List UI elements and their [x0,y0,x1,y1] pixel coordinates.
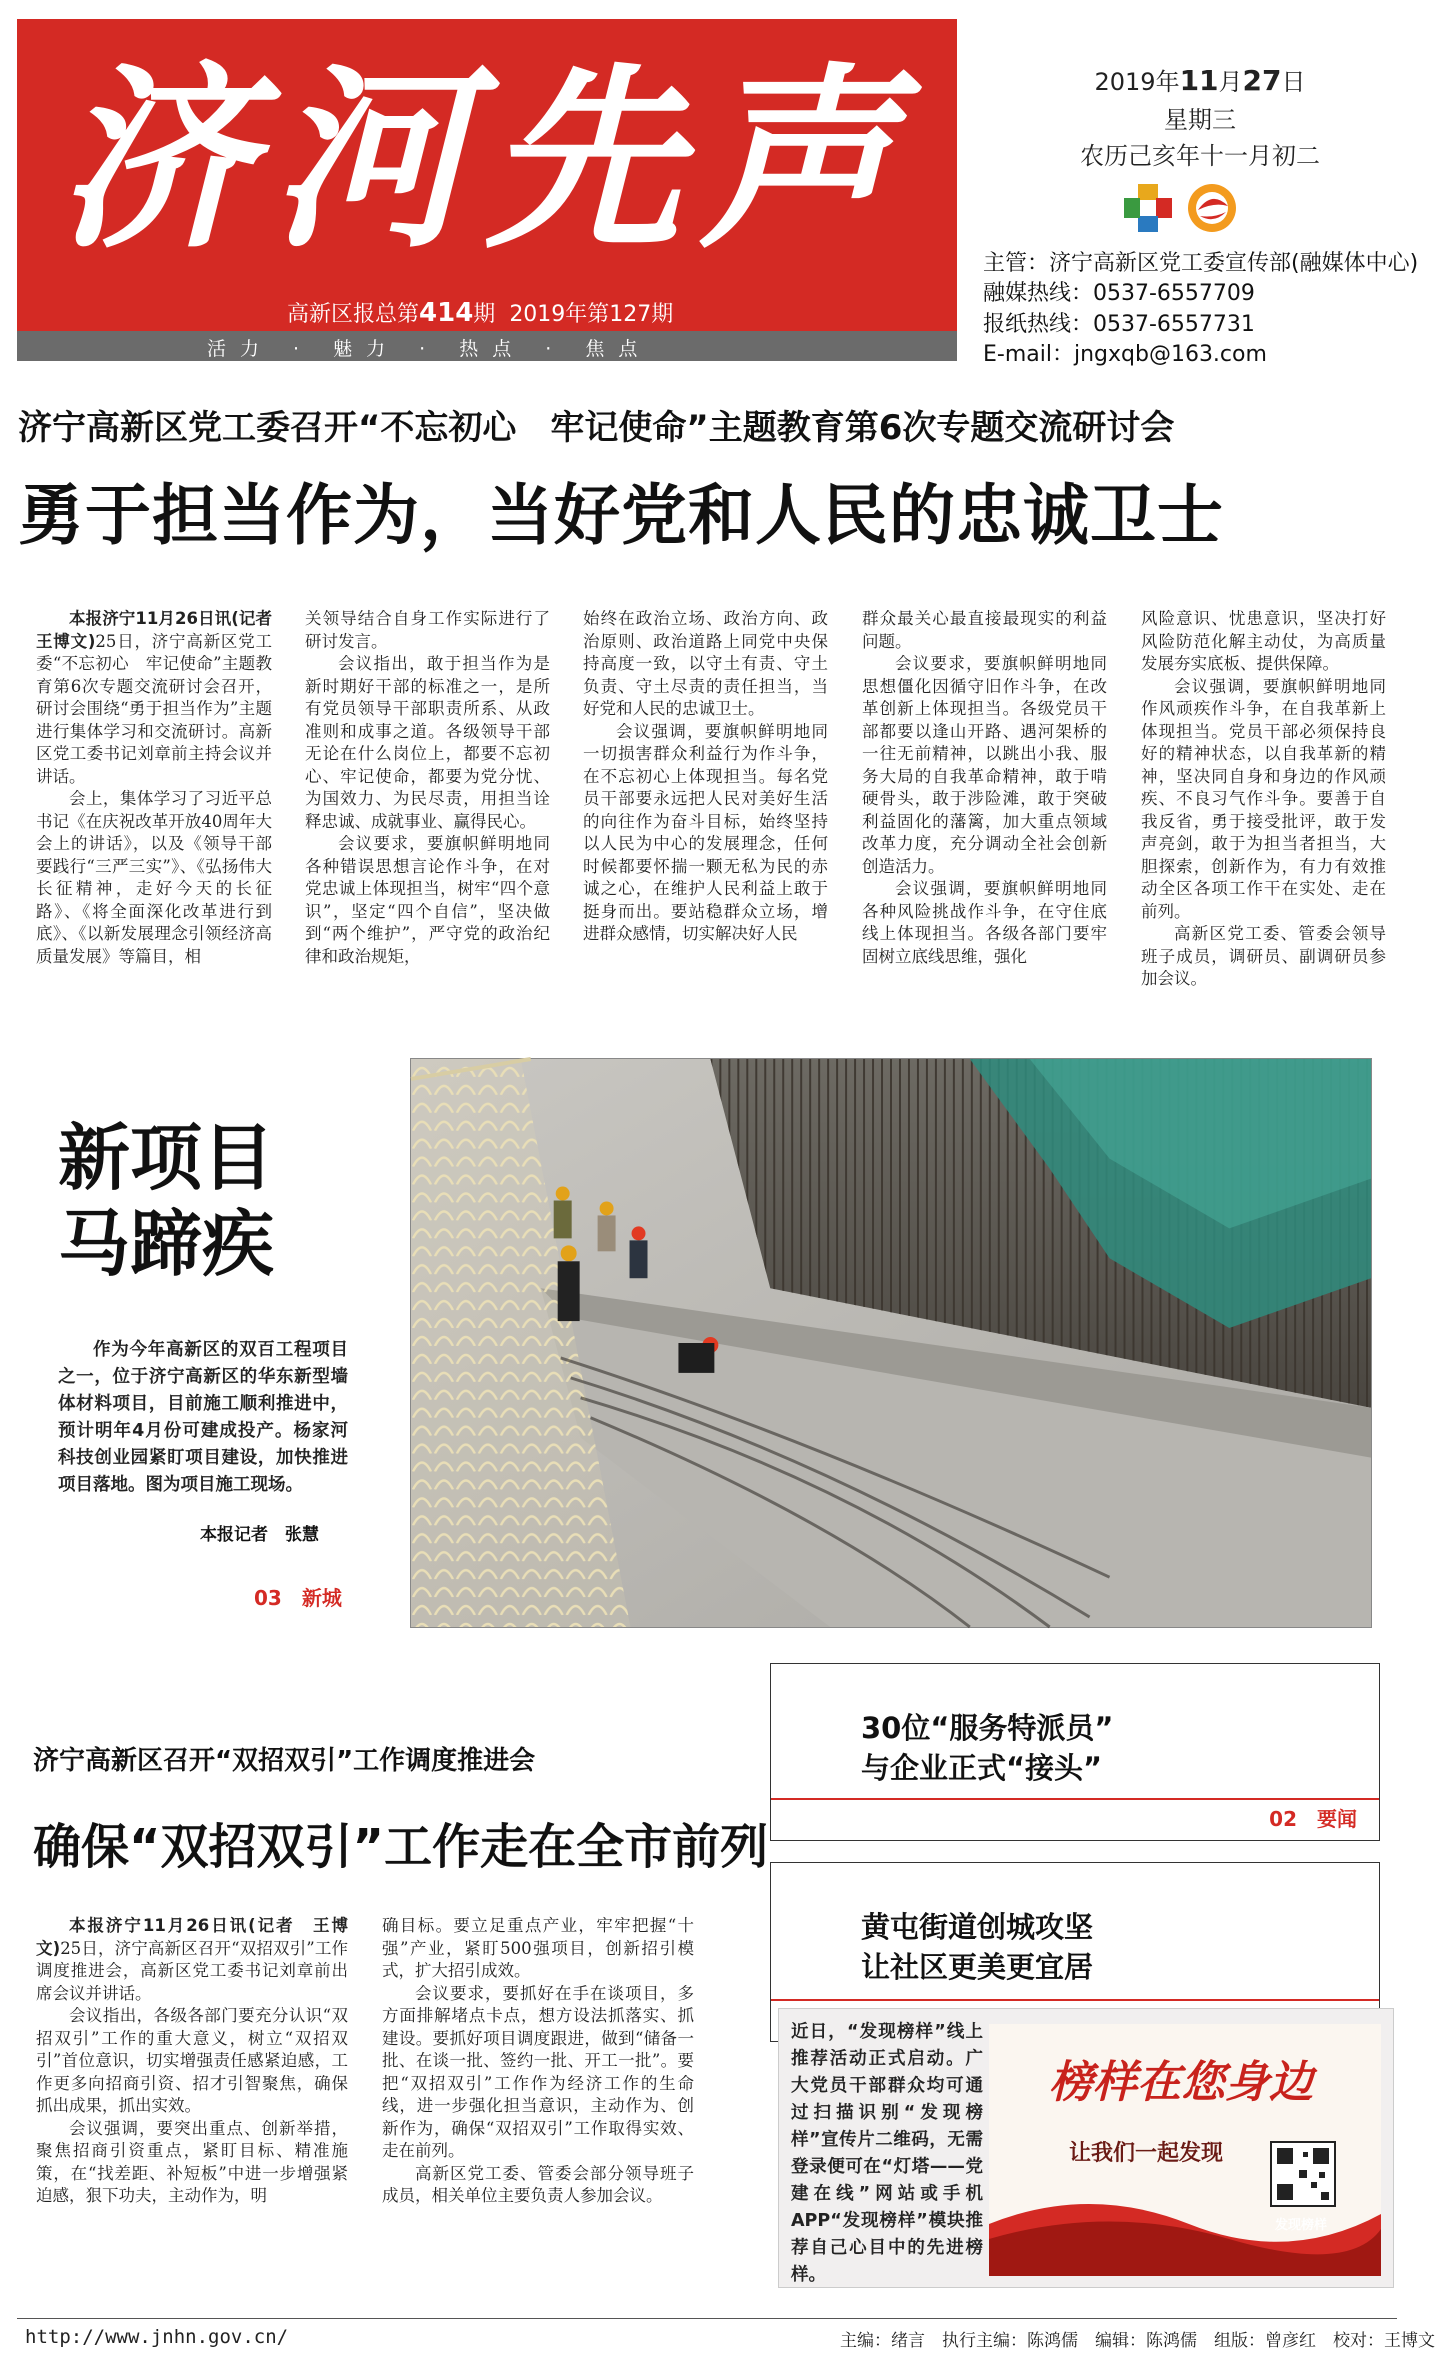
lead-story-kicker: 济宁高新区党工委召开“不忘初心 牢记使命”主题教育第6次专题交流研讨会 [18,408,1175,448]
role-model-poster[interactable] [989,2024,1381,2276]
footer-divider [17,2318,1397,2319]
lead-story-paragraph: 会上，集体学习了习近平总书记《在庆祝改革开放40周年大会上的讲话》，以及《领导干部要践行“三严三实”》、《弘扬伟大长征精神，走好今天的长征路》、《将全面深化改革进行到底》、《以新发展理念引领经济高质量发展》等篇目，相 [36,789,272,966]
lead-story-paragraph: 25日，济宁高新区党工委“不忘初心 牢记使命”主题教育第6次专题交流研讨会召开，研讨会围绕“勇于担当作为”主题进行集体学习和交流研讨。高新区党工委书记刘章前主持会议并讲话。 [36,631,272,786]
news-hotline: 报纸热线：0537-6557731 [983,312,1255,337]
date-year: 2019年 [1094,68,1180,96]
second-story-paragraph: 25日，济宁高新区召开“双招双引”工作调度推进会，高新区党工委书记刘章前出席会议并讲话。 [36,1938,348,2003]
sponsor-info: 主管：济宁高新区党工委宣传部(融媒体中心) [983,251,1419,276]
issue-prefix: 高新区报总第 [287,302,420,327]
issue-total: 414 [419,298,474,328]
promo-box [778,2008,1394,2288]
lead-story-paragraph: 会议强调，要旗帜鲜明地同一切损害群众利益行为作斗争，在不忘初心上体现担当。每名党员干部要永远把人民对美好生活的向往作为奋斗目标，始终坚持以人民为中心的发展理念，任何时候都要怀揣一颗无私为民的赤诚之心，在维护人民利益上敢于挺身而出。要站稳群众立场，增进群众感情，切实解决好人民 [583,721,828,943]
media-center-logo-icon [1184,180,1240,236]
second-story-column-2 [382,1915,694,2235]
photo-feature-title-line-1: 新项目 [58,1116,275,1200]
date-day: 27 [1242,64,1282,97]
lead-story-paragraph: 风险意识、忧患意识，坚决打好风险防范化解主动仗，为高质量发展夯实底板、提供保障。 [1141,609,1386,673]
second-story-headline: 确保“双招双引”工作走在全市前列 [33,1819,769,1875]
teaser-page-ref[interactable]: 02 要闻 [1269,1807,1357,1831]
photo-feature-title-line-2: 马蹄疾 [58,1202,275,1286]
lead-story-paragraph: 会议要求，要旗帜鲜明地同各种错误思想言论作斗争，在对党忠诚上体现担当，树牢“四个意识”，坚定“四个自信”，坚决做到“两个维护”，严守党的政治纪律和政治规矩， [305,834,550,966]
teaser-divider [771,1999,1379,2001]
second-story-paragraph: 确目标。要立足重点产业，牢牢把握“十强”产业，紧盯500强项目，创新招引模式，扩大招引成效。 [382,1916,694,1980]
photo-feature-title [58,1115,388,1287]
email-info[interactable]: E-mail：jngxqb@163.com [983,342,1267,367]
lead-story-column-2 [305,608,550,1018]
issue-number [287,297,887,328]
teaser-line: 30位“服务特派员” [861,1711,1114,1745]
lead-story-lead-tag: 本报济宁11月26日讯(记者 王博文) [36,609,289,651]
date-month: 11 [1179,64,1219,97]
slogan-bar [17,331,957,361]
teaser-line: 黄屯街道创城攻坚 [861,1910,1094,1944]
slogan: 活力 · 魅力 · 热点 · 焦点 [207,338,652,360]
second-story-column-1 [36,1915,348,2235]
lead-story-headline: 勇于担当作为，当好党和人民的忠诚卫士 [18,477,1224,554]
website-link[interactable]: http://www.jnhn.gov.cn/ [25,2326,289,2348]
lead-story-paragraph: 关领导结合自身工作实际进行了研讨发言。 [305,609,550,651]
media-hotline: 融媒热线：0537-6557709 [983,281,1255,306]
second-story-paragraph: 会议指出，各级各部门要充分认识“双招双引”工作的重大意义，树立“双招双引”首位意识，切实增强责任感紧迫感，工作更多向招商引资、招才引智聚焦，确保抓出成果，抓出实效。 [36,2006,348,2115]
date-month-unit: 月 [1218,68,1243,96]
construction-site-photo [410,1058,1372,1628]
lead-story-paragraph: 会议要求，要旗帜鲜明地同思想僵化因循守旧作斗争，在改革创新上体现担当。各级党员干部都要以逢山开路、遇河架桥的一往无前精神，以跳出小我、服务大局的自我革命精神，敢于啃硬骨头，敢于涉险滩，敢于突破利益固化的藩篱，加大重点领域改革力度，充分调动全社会创新创造活力。 [862,654,1107,876]
second-story-paragraph: 会议强调，要突出重点、创新举措，聚焦招商引资重点，紧盯目标、精准施策，在“找差距、补短板”中进一步增强紧迫感，狠下功夫，主动作为，明 [36,2118,348,2205]
second-story-lead-tag: 本报济宁11月26日讯(记者 王博文) [36,1916,348,1958]
lead-story-paragraph: 始终在政治立场、政治方向、政治原则、政治道路上同党中央保持高度一致，以守土有责、守土负责、守土尽责的责任担当，当好党和人民的忠诚卫士。 [583,609,828,718]
second-story-paragraph: 高新区党工委、管委会部分领导班子成员，相关单位主要负责人参加会议。 [382,2163,694,2205]
lead-story-paragraph: 高新区党工委、管委会领导班子成员，调研员、副调研员参加会议。 [1141,924,1386,988]
poster-subtitle: 让我们一起发现 [1069,2141,1224,2166]
weekday: 星期三 [1164,106,1236,134]
masthead [17,19,957,361]
lead-story-column-1 [36,608,289,1018]
editorial-credits: 主编：绪言 执行主编：陈鸿儒 编辑：陈鸿儒 组版：曾彦红 校对：王博文 [840,2331,1435,2351]
masthead-title: 济河先声 [57,45,914,275]
second-story-paragraph: 会议要求，要抓好在手在谈项目，多方面排解堵点卡点，想方设法抓落实、抓建设。要抓好项目调度跟进，做到“储备一批、在谈一批、签约一批、开工一批”。要把“双招双引”工作作为经济工作的生命线，进一步强化担当意识，主动作为、创新作为，确保“双招双引”工作取得实效、走在前列。 [382,1983,694,2160]
poster-title: 榜样在您身边 [1049,2057,1313,2108]
lead-story-column-3 [583,608,828,1018]
teaser-line: 让社区更美更宜居 [861,1950,1094,1984]
teaser-box-service-commissioners[interactable] [770,1663,1380,1841]
lead-story-paragraph: 会议指出，敢于担当作为是新时期好干部的标准之一，是所有党员领导干部职责所系、从政准则和成事之道。各级领导干部无论在什么岗位上，都要不忘初心、牢记使命，都要为党分忧、为国效力、为民尽责，用担当诠释忠诚、成就事业、赢得民心。 [305,654,550,831]
second-story-kicker: 济宁高新区召开“双招双引”工作调度推进会 [33,1746,536,1776]
photo-page-ref[interactable]: 03 新城 [254,1586,342,1610]
date-day-unit: 日 [1281,68,1306,96]
photo-credit: 本报记者 张慧 [200,1525,319,1545]
lead-story-paragraph: 会议强调，要旗帜鲜明地同各种风险挑战作斗争，在守住底线上体现担当。各级各部门要牢固树立底线思维，强化 [862,879,1107,966]
poster-tag: 发现榜样 [1275,2218,1328,2233]
photo-caption: 作为今年高新区的双百工程项目之一，位于济宁高新区的华东新型墙体材料项目，目前施工顺利推进中，预计明年4月份可建成投产。杨家河科技创业园紧盯项目建设，加快推进项目落地。图为项目施工现场。 [58,1340,348,1495]
lunar-date: 农历己亥年十一月初二 [1080,142,1320,170]
teaser-divider [771,1798,1379,1800]
issue-year: 2019年第127期 [509,302,674,327]
date [1000,62,1400,97]
issue-suffix: 期 [473,302,496,327]
lead-story-paragraph: 群众最关心最直接最现实的利益问题。 [862,609,1107,651]
lead-story-column-4 [862,608,1107,1018]
party-logo-icon [1120,180,1176,236]
lead-story-column-5 [1141,608,1386,1018]
promo-text: 近日，“发现榜样”线上推荐活动正式启动。广大党员干部群众均可通过扫描识别“发现榜样”宣传片二维码，无需登录便可在“灯塔——党建在线”网站或手机APP“发现榜样”模块推荐自己心目中的先进榜样。 [791,2022,983,2285]
teaser-line: 与企业正式“接头” [861,1751,1103,1785]
lead-story-paragraph: 会议强调，要旗帜鲜明地同作风顽疾作斗争，在自我革新上体现担当。党员干部必须保持良好的精神状态，以自我革新的精神，坚决同自身和身边的作风顽疾、不良习气作斗争。要善于自我反省，勇于接受批评，敢于发声亮剑，敢于为担当者担当，大胆探索，创新作为，有力有效推动全区各项工作干在实处、走在前列。 [1141,676,1386,921]
